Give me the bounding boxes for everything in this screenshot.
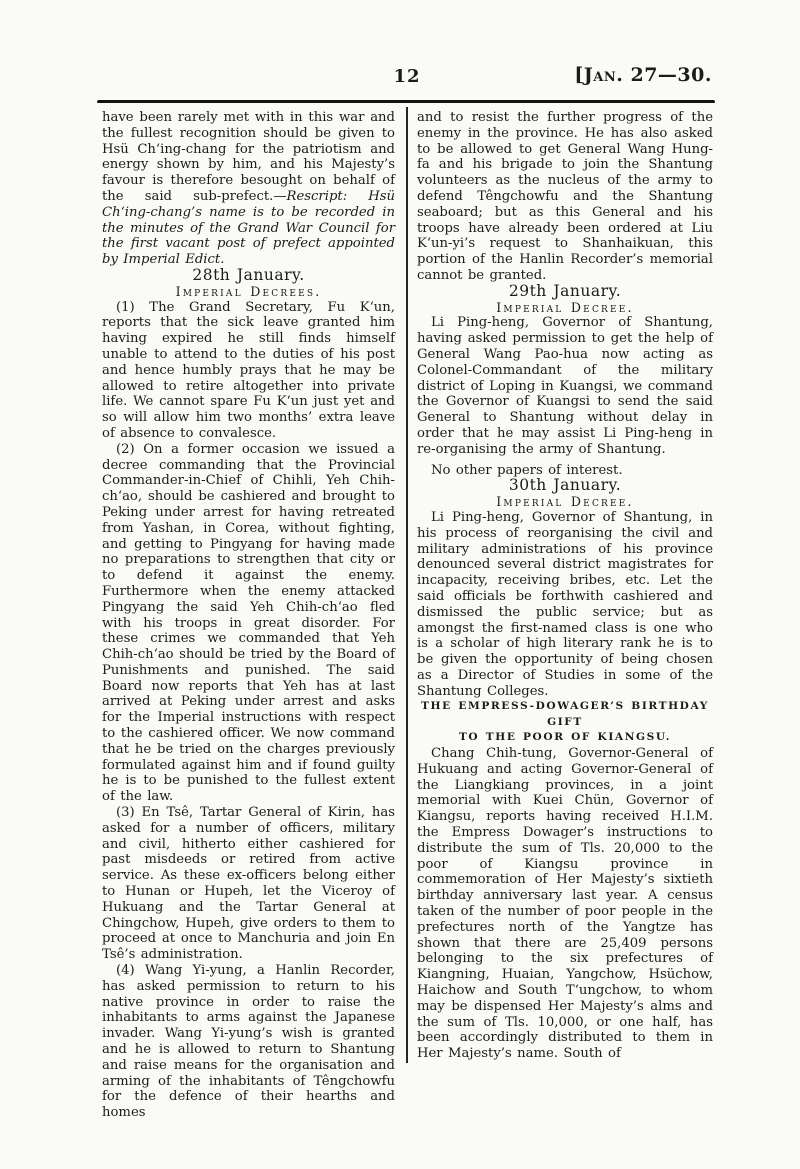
article-title-line-2: TO THE POOR OF KIANGSU. (458, 731, 672, 744)
subheading-imperial-decrees: Imperial Decrees. (175, 283, 322, 299)
continuation-paragraph (102, 110, 395, 268)
section-heading-29th-january: 29th January. (508, 281, 622, 300)
subheading-imperial-decree-29: Imperial Decree. (496, 299, 634, 315)
decree-paragraph-3: (3) En Tsê, Tartar General of Kirin, has asked for a number of officers, military and civil, hitherto either cashiered for past misdeeds or retired from active service. As these ex-officers belong either to Hunan or Hupeh, let the Viceroy of Hukuang and the Tartar General at Chingchow, Hupeh, give orders to them to proceed at once to Manchuria and join En Tsê’s administration. (102, 805, 395, 963)
continuation-text: have been rarely met with in this war and the fullest recognition should be given to Hsü Ch‘ing-chang for the patriotism and energy shown by him, and his Majesty’s favour is therefore besought on behalf of the said sub-prefect.— (102, 110, 395, 204)
decree-paragraph-1: (1) The Grand Secretary, Fu K‘un, reports that the sick leave granted him having expired he still finds himself unable to attend to the duties of his post and hence humbly prays that he may be allowed to retire altogether into private life. We cannot spare Fu K‘un just yet and so will allow him two months’ extra leave of absence to convalesce. (102, 299, 395, 441)
continuation-paragraph-right: and to resist the further progress of the enemy in the province. He has also asked to be allowed to get General Wang Hung-fa and his brigade to join the Shantung volunteers as the nucleus of the army to defend Têngchowfu and the Shantung seaboard; but as this General and his troops have already been ordered at Liu K‘un-yi’s request to Shanhaikuan, this portion of the Hanlin Recorder’s memorial cannot be granted. (417, 110, 713, 283)
decree-paragraph-29th: Li Ping-heng, Governor of Shantung, having asked permission to get the help of General Wang Pao-hua now acting as Colonel-Commandant of the military district of Loping in Kuangsi, we command the Governor of Kuangsi to send the said General to Shantung without delay in order that he may assist Li Ping-heng in re-organising the army of Shantung. (417, 315, 713, 457)
no-other-papers-note: No other papers of interest. (431, 462, 623, 478)
decree-paragraph-4: (4) Wang Yi-yung, a Hanlin Recorder, has asked permission to return to his native province in order to raise the inhabitants to arms against the Japanese invader. Wang Yi-yung’s wish is granted and he is allowed to return to Shantung and raise means for the organisation and arming of the inhabitants of Têngchowfu for the defence of their hearths and homes (102, 963, 395, 1121)
page-header (100, 64, 714, 94)
page-number: 12 (393, 66, 421, 87)
header-rule (97, 100, 715, 103)
decree-paragraph-2: (2) On a former occasion we issued a decree commanding that the Provincial Commander-in-Chief of Chihli, Yeh Chih-ch‘ao, should be cashiered and brought to Peking under arrest for having retreated from Yashan, in Corea, without fighting, and getting to Pingyang for having made no preparations to strengthen that city or to defend it against the enemy. Furthermore when the enemy attacked Pingyang the said Yeh Chih-ch‘ao fled with his troops in great disorder. For these crimes we commanded that Yeh Chih-ch‘ao should be tried by the Board of Punishments and punished. The said Board now reports that Yeh has at last arrived at Peking under arrest and asks for the Imperial instructions with respect to the cashiered officer. We now command that he be tried on the charges previously formulated against him and if found guilty he is to be punished to the fullest extent of the law. (102, 441, 395, 805)
section-heading-30th-january: 30th January. (508, 476, 622, 495)
rescript-italic-text: Rescript: Hsü Ch‘ing-chang’s name is to be recorded in the minutes of the Grand War Council for the first vacant post of prefect appointed by Imperial Edict. (102, 188, 395, 268)
left-column (102, 110, 395, 1121)
article-title-line-1: THE EMPRESS-DOWAGER’S BIRTHDAY GIFT (421, 700, 709, 728)
subheading-imperial-decree-30: Imperial Decree. (496, 494, 634, 510)
right-column (417, 110, 713, 1062)
decree-paragraph-30th: Li Ping-heng, Governor of Shantung, in his process of reorganising the civil and military administrations of his province denounced several district magistrates for incapacity, receiving bribes, etc. Let the said officials be forthwith cashiered and dismissed the public service; but as amongst the first-named class is one who is a scholar of high literary rank he is to be given the opportunity of being chosen as a Director of Studies in some of the Shantung Colleges. (417, 509, 713, 699)
section-heading-28th-january: 28th January. (192, 265, 305, 284)
column-divider-rule (406, 107, 408, 1063)
article-title-empress-dowager-gift (417, 699, 713, 746)
article-body-paragraph: Chang Chih-tung, Governor-General of Hukuang and acting Governor-General of the Liangkiang provinces, in a joint memorial with Kuei Chün, Governor of Kiangsu, reports having received H.I.M. the Empress Dowager’s instructions to distribute the sum of Tls. 20,000 to the poor of Kiangsu province in commemoration of Her Majesty’s sixtieth birthday anniversary last year. A census taken of the number of poor people in the prefectures north of the Yangtze has shown that there are 25,409 persons belonging to the six prefectures of Kiangning, Huaian, Yangchow, Hsüchow, Haichow and South T‘ungchow, to whom may be dispensed Her Majesty’s alms and the sum of Tls. 10,000, or one half, has been accordingly distributed to them in Her Majesty’s name. South of (417, 745, 713, 1062)
header-date-range: [Jan. 27—30. (574, 64, 712, 86)
